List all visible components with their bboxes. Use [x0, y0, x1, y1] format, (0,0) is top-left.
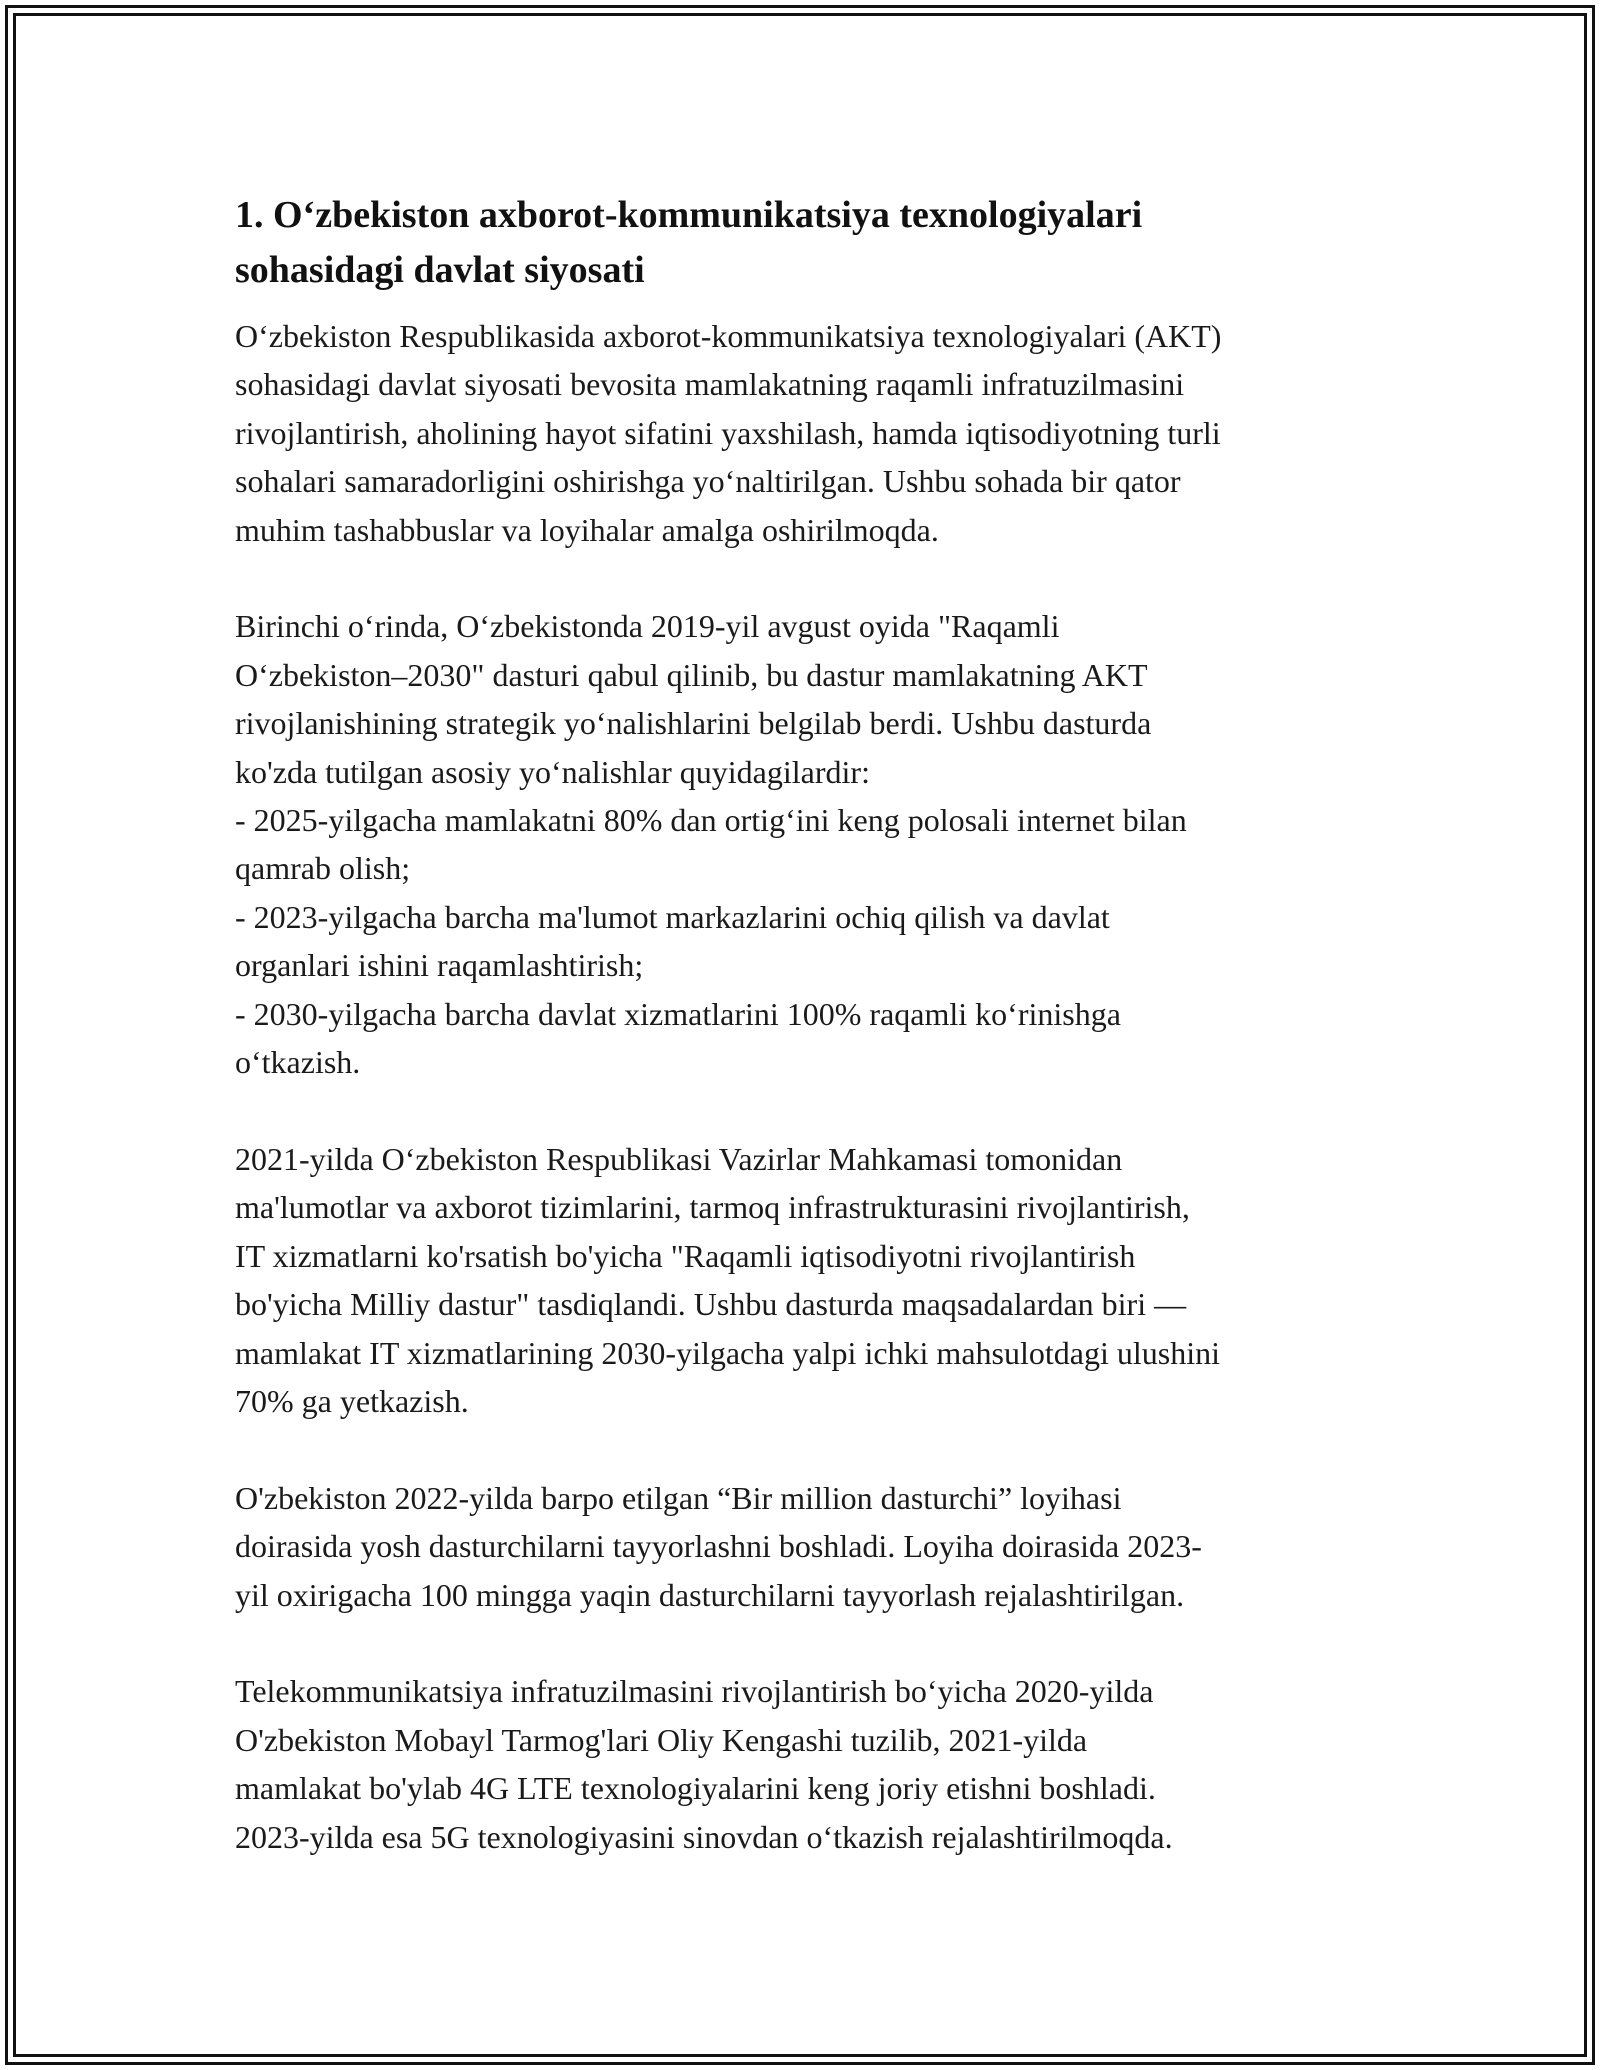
paragraph-national-program-2021 — [235, 1135, 1390, 1425]
paragraph-one-million-coders — [235, 1474, 1390, 1619]
text-line: sohasidagi davlat siyosati bevosita mamlakatning raqamli infratuzilmasini — [235, 366, 1185, 403]
text-line: bo'yicha Milliy dastur" tasdiqlandi. Ushbu dasturda maqsadalardan biri — — [235, 1286, 1187, 1323]
text-line: Birinchi o‘rinda, O‘zbekistonda 2019-yil avgust oyida "Raqamli — [235, 608, 1060, 645]
heading-line: 1. O‘zbekiston axborot-kommunikatsiya texnologiyalari — [235, 194, 1143, 236]
text-line: O‘zbekiston–2030" dasturi qabul qilinib, bu dastur mamlakatning AKT — [235, 656, 1148, 693]
text-line: rivojlanishining strategik yo‘nalishlarini belgilab berdi. Ushbu dasturda — [235, 705, 1152, 742]
section-heading — [235, 188, 1390, 298]
list-item-line: o‘tkazish. — [235, 1044, 361, 1081]
text-line: doirasida yosh dasturchilarni tayyorlashni boshladi. Loyiha doirasida 2023- — [235, 1528, 1202, 1565]
text-line: O‘zbekiston Respublikasida axborot-kommunikatsiya texnologiyalari (AKT) — [235, 318, 1222, 354]
text-line: IT xizmatlarni ko'rsatish bo'yicha "Raqamli iqtisodiyotni rivojlantirish — [235, 1237, 1136, 1274]
text-line: ma'lumotlar va axborot tizimlarini, tarmoq infrastrukturasini rivojlantirish, — [235, 1189, 1190, 1226]
text-line: O'zbekiston Mobayl Tarmog'lari Oliy Kengashi tuzilib, 2021-yilda — [235, 1721, 1088, 1758]
heading-line: sohasidagi davlat siyosati — [235, 249, 645, 291]
text-line: O'zbekiston 2022-yilda barpo etilgan “Bir million dasturchi” loyihasi — [235, 1479, 1122, 1516]
paragraph-intro — [235, 312, 1390, 554]
text-line: mamlakat IT xizmatlarining 2030-yilgacha yalpi ichki mahsulotdagi ulushini — [235, 1334, 1220, 1371]
paragraph-telecom-infrastructure — [235, 1667, 1390, 1861]
text-line: ko'zda tutilgan asosiy yo‘nalishlar quyidagilardir: — [235, 753, 870, 790]
list-item-line: - 2030-yilgacha barcha davlat xizmatlarini 100% raqamli ko‘rinishga — [235, 995, 1121, 1032]
paragraph-digital-uzbekistan-2030 — [235, 602, 1390, 1086]
text-line: sohalari samaradorligini oshirishga yo‘naltirilgan. Ushbu sohada bir qator — [235, 463, 1181, 500]
text-line: mamlakat bo'ylab 4G LTE texnologiyalarini keng joriy etishni boshladi. — [235, 1770, 1156, 1807]
list-item-line: qamrab olish; — [235, 850, 411, 887]
list-item-line: organlari ishini raqamlashtirish; — [235, 947, 644, 984]
list-item-line: - 2023-yilgacha barcha ma'lumot markazlarini ochiq qilish va davlat — [235, 898, 1110, 935]
text-line: rivojlantirish, aholining hayot sifatini yaxshilash, hamda iqtisodiyotning turli — [235, 414, 1221, 451]
text-line: 2023-yilda esa 5G texnologiyasini sinovdan o‘tkazish rejalashtirilmoqda. — [235, 1818, 1173, 1855]
text-line: yil oxirigacha 100 mingga yaqin dasturchilarni tayyorlash rejalashtirilgan. — [235, 1576, 1185, 1613]
text-line: muhim tashabbuslar va loyihalar amalga oshirilmoqda. — [235, 511, 939, 548]
text-line: Telekommunikatsiya infratuzilmasini rivojlantirish bo‘yicha 2020-yilda — [235, 1673, 1154, 1710]
list-item-line: - 2025-yilgacha mamlakatni 80% dan ortig‘ini keng polosali internet bilan — [235, 802, 1187, 839]
text-line: 2021-yilda O‘zbekiston Respublikasi Vazirlar Mahkamasi tomonidan — [235, 1140, 1123, 1177]
document-body — [235, 188, 1390, 1909]
text-line: 70% ga yetkazish. — [235, 1382, 469, 1419]
